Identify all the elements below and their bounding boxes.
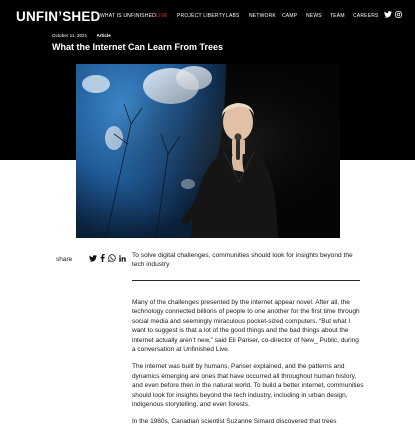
header-social-links <box>384 11 402 18</box>
article-category[interactable]: Article <box>96 33 111 38</box>
nav-item-what-is-unfinished[interactable]: WHAT IS UNFINISHED <box>100 13 156 19</box>
nav-item-network[interactable]: NETWORK <box>249 13 276 19</box>
article-paragraph: The internet was built by humans, Pariser explained, and the patterns and dynamics emerging are ones that have occurred all throughout human history, and even before then in the natural world. To build a better internet, communities should look for insights beyond the tech industry, including in urban design, indigenous storytelling, and even forests. <box>132 363 364 409</box>
nav-item-live[interactable]: LIVE <box>156 13 168 19</box>
nav-item-labs[interactable]: LABS <box>226 13 240 19</box>
nav-item-careers[interactable]: CAREERS <box>353 13 379 19</box>
article-body <box>132 298 364 435</box>
twitter-icon[interactable] <box>89 255 97 262</box>
article-title: What the Internet Can Learn From Trees <box>52 42 224 52</box>
article-date: October 11, 2021 <box>52 33 88 38</box>
article-paragraph: Many of the challenges presented by the internet appear novel. After all, the technology connected billions of people to one another for the first time through social media and seemingly miraculous pocket-sized computers. “But what I want to suggest is that a lot of the good things and the bad things about the internet actually aren’t new,” said Eli Pariser, co-director of New_ Public, during a conversation at Unfinished Live. <box>132 299 360 354</box>
hero-photo <box>76 64 340 238</box>
instagram-icon[interactable] <box>395 11 402 18</box>
article-subtitle: To solve digital challenges, communities should look for insights beyond the tech industry <box>132 252 353 269</box>
twitter-icon[interactable] <box>384 11 392 18</box>
nav-item-project-liberty[interactable]: PROJECT LIBERTY <box>177 13 226 19</box>
nav-item-camp[interactable]: CAMP <box>282 13 298 19</box>
linkedin-icon[interactable] <box>119 255 126 262</box>
whatsapp-icon[interactable] <box>108 254 116 262</box>
article-paragraph: In the 1980s, Canadian scientist Suzanne Simard discovered that trees <box>132 418 337 426</box>
share-label: share <box>56 256 73 263</box>
speaker-photo-illustration <box>76 64 340 238</box>
site-logo[interactable]: UNFIN’SHED <box>16 9 101 24</box>
share-buttons <box>89 254 126 262</box>
facebook-icon[interactable] <box>100 254 105 262</box>
nav-item-team[interactable]: TEAM <box>330 13 345 19</box>
nav-item-news[interactable]: NEWS <box>306 13 322 19</box>
article-meta <box>52 33 111 38</box>
subtitle-divider <box>132 280 360 281</box>
